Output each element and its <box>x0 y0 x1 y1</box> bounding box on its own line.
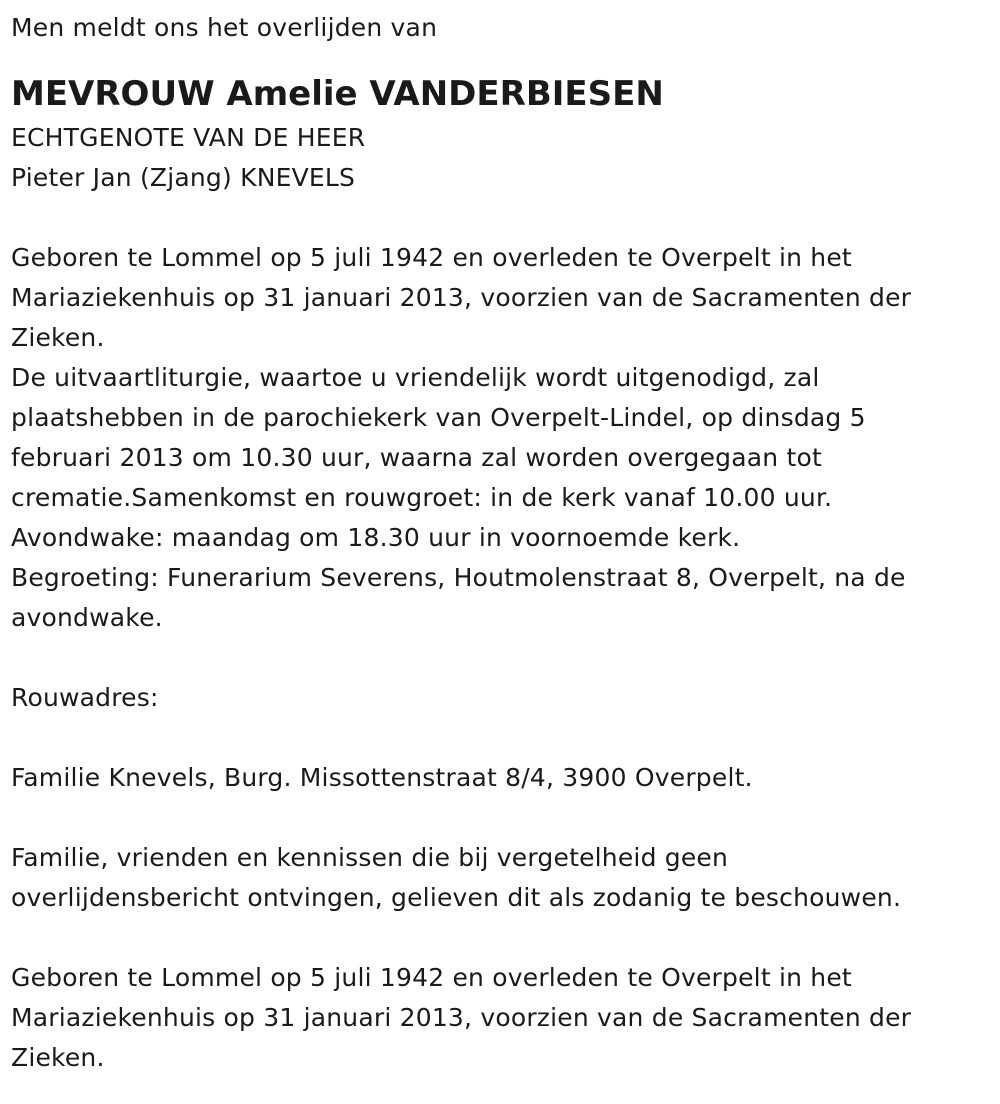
notice-block <box>11 838 1000 918</box>
repeat-line: Zieken. <box>11 1043 105 1072</box>
details-line: De uitvaartliturgie, waartoe u vriendelijk wordt uitgenodigd, zal <box>11 363 820 392</box>
details-line: Mariaziekenhuis op 31 januari 2013, voorzien van de Sacramenten der <box>11 283 912 312</box>
spacer <box>11 918 1000 958</box>
notice-line: overlijdensbericht ontvingen, gelieven dit als zodanig te beschouwen. <box>11 883 902 912</box>
relation-text: ECHTGENOTE VAN DE HEER <box>11 123 366 152</box>
details-line: februari 2013 om 10.30 uur, waarna zal worden overgegaan tot <box>11 443 822 472</box>
details-line: Zieken. <box>11 323 105 352</box>
details-block <box>11 238 1000 638</box>
rouwadres-address: Familie Knevels, Burg. Missottenstraat 8/4, 3900 Overpelt. <box>11 763 753 792</box>
spacer <box>11 198 1000 238</box>
notice-line: Familie, vrienden en kennissen die bij vergetelheid geen <box>11 843 729 872</box>
deceased-name: MEVROUW Amelie VANDERBIESEN <box>11 74 664 114</box>
details-line: crematie.Samenkomst en rouwgroet: in de kerk vanaf 10.00 uur. <box>11 483 833 512</box>
details-line: Avondwake: maandag om 18.30 uur in voornoemde kerk. <box>11 523 741 552</box>
spouse-name: Pieter Jan (Zjang) KNEVELS <box>11 163 356 192</box>
spacer <box>11 638 1000 678</box>
spacer <box>11 718 1000 758</box>
intro-text: Men meldt ons het overlijden van <box>11 13 438 42</box>
details-line: plaatshebben in de parochiekerk van Overpelt-Lindel, op dinsdag 5 <box>11 403 866 432</box>
spacer <box>11 798 1000 838</box>
details-line: Geboren te Lommel op 5 juli 1942 en overleden te Overpelt in het <box>11 243 852 272</box>
details-line: Begroeting: Funerarium Severens, Houtmolenstraat 8, Overpelt, na de <box>11 563 906 592</box>
repeat-line: Geboren te Lommel op 5 juli 1942 en overleden te Overpelt in het <box>11 963 852 992</box>
rouwadres-label: Rouwadres: <box>11 683 159 712</box>
repeat-line: Mariaziekenhuis op 31 januari 2013, voorzien van de Sacramenten der <box>11 1003 912 1032</box>
repeat-block <box>11 958 1000 1078</box>
details-line: avondwake. <box>11 603 163 632</box>
